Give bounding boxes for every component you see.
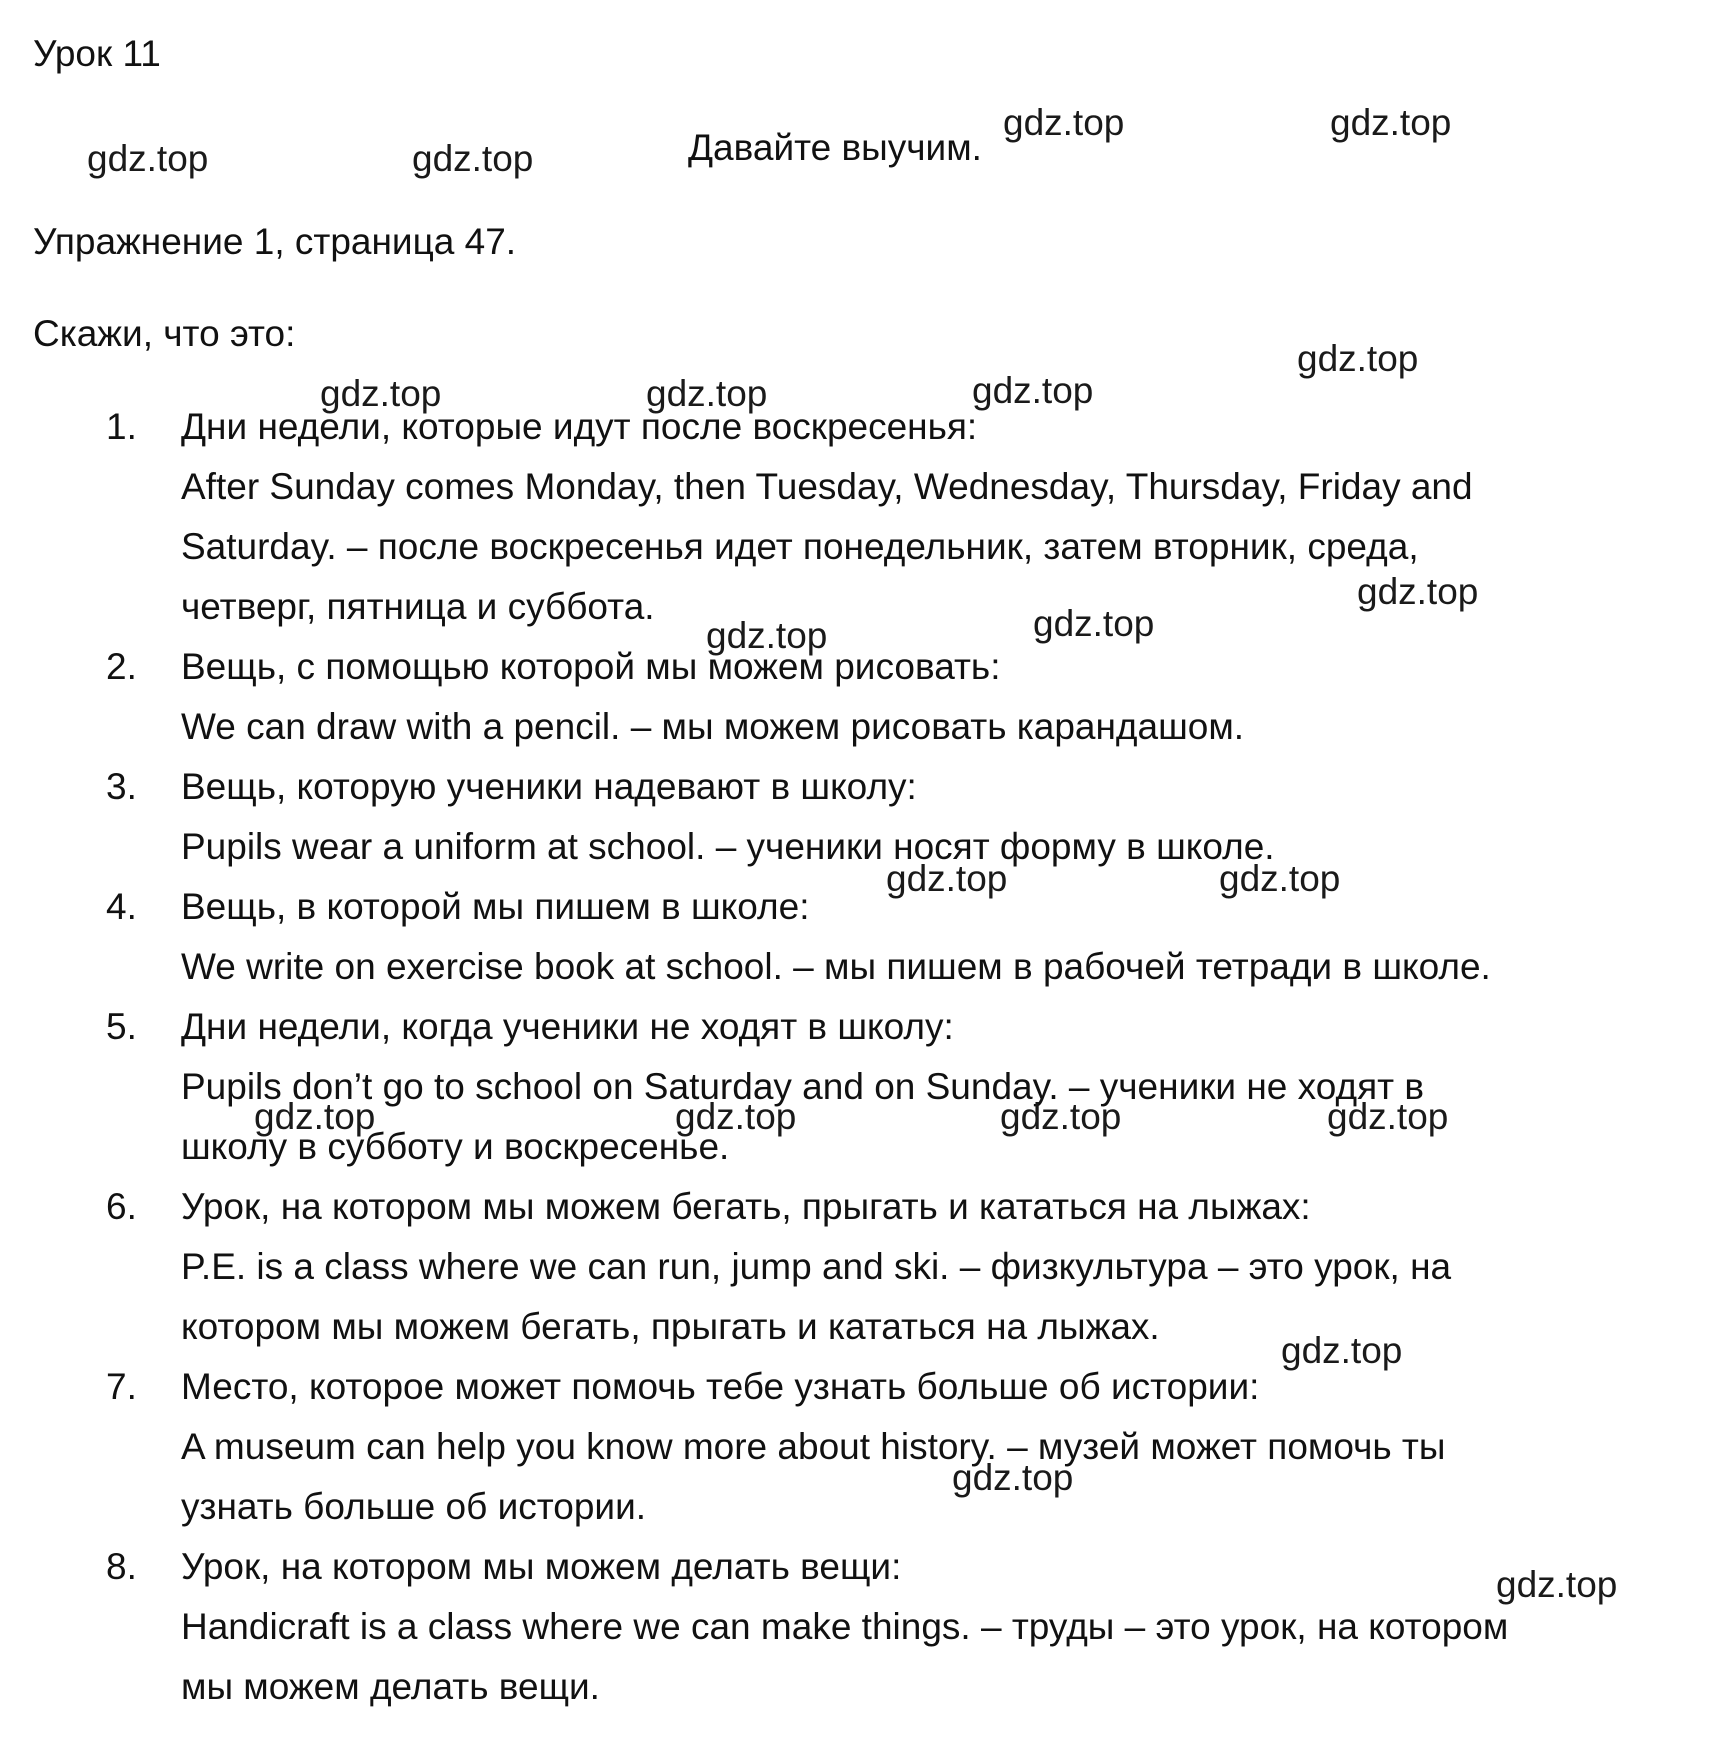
item-1-answer-line-3: четверг, пятница и суббота. bbox=[181, 586, 655, 627]
watermark: gdz.top bbox=[412, 138, 534, 179]
watermark: gdz.top bbox=[1033, 603, 1155, 644]
watermark: gdz.top bbox=[1297, 338, 1419, 379]
watermark: gdz.top bbox=[1357, 571, 1479, 612]
watermark: gdz.top bbox=[87, 138, 209, 179]
item-4-question: Вещь, в которой мы пишем в школе: bbox=[181, 886, 810, 927]
item-5-question: Дни недели, когда ученики не ходят в школу: bbox=[181, 1006, 954, 1047]
item-7-number: 7. bbox=[106, 1366, 137, 1407]
item-8-answer-line-1: Handicraft is a class where we can make things. – труды – это урок, на котором bbox=[181, 1606, 1509, 1647]
watermark: gdz.top bbox=[1000, 1096, 1122, 1137]
item-6-number: 6. bbox=[106, 1186, 137, 1227]
item-1-answer-line-2: Saturday. – после воскресенья идет понедельник, затем вторник, среда, bbox=[181, 526, 1419, 567]
item-2-number: 2. bbox=[106, 646, 137, 687]
item-8-number: 8. bbox=[106, 1546, 137, 1587]
item-5-number: 5. bbox=[106, 1006, 137, 1047]
item-1-number: 1. bbox=[106, 406, 137, 447]
item-3-number: 3. bbox=[106, 766, 137, 807]
item-3-answer-line-1: Pupils wear a uniform at school. – ученики носят форму в школе. bbox=[181, 826, 1275, 867]
item-5-answer-line-2: школу в субботу и воскресенье. bbox=[181, 1126, 730, 1167]
watermark: gdz.top bbox=[972, 370, 1094, 411]
item-4-number: 4. bbox=[106, 886, 137, 927]
watermark: gdz.top bbox=[886, 858, 1008, 899]
item-2-question: Вещь, с помощью которой мы можем рисовать: bbox=[181, 646, 1001, 687]
item-6-question: Урок, на котором мы можем бегать, прыгать и кататься на лыжах: bbox=[181, 1186, 1311, 1227]
item-1-question: Дни недели, которые идут после воскресенья: bbox=[181, 406, 978, 447]
item-7-answer-line-1: A museum can help you know more about history. – музей может помочь ты bbox=[181, 1426, 1446, 1467]
item-1-answer-line-1: After Sunday comes Monday, then Tuesday, Wednesday, Thursday, Friday and bbox=[181, 466, 1473, 507]
item-6-answer-line-1: P.E. is a class where we can run, jump and ski. – физкультура – это урок, на bbox=[181, 1246, 1452, 1287]
item-4-answer-line-1: We write on exercise book at school. – мы пишем в рабочей тетради в школе. bbox=[181, 946, 1491, 987]
watermark: gdz.top bbox=[1219, 858, 1341, 899]
watermark: gdz.top bbox=[1327, 1096, 1449, 1137]
item-7-question: Место, которое может помочь тебе узнать больше об истории: bbox=[181, 1366, 1260, 1407]
intro-text: Скажи, что это: bbox=[33, 313, 296, 354]
item-7-answer-line-2: узнать больше об истории. bbox=[181, 1486, 647, 1527]
watermark: gdz.top bbox=[1330, 102, 1452, 143]
item-8-question: Урок, на котором мы можем делать вещи: bbox=[181, 1546, 902, 1587]
watermark: gdz.top bbox=[675, 1096, 797, 1137]
item-6-answer-line-2: котором мы можем бегать, прыгать и кататься на лыжах. bbox=[181, 1306, 1160, 1347]
item-2-answer-line-1: We can draw with a pencil. – мы можем рисовать карандашом. bbox=[181, 706, 1245, 747]
item-5-answer-line-1: Pupils don’t go to school on Saturday and on Sunday. – ученики не ходят в bbox=[181, 1066, 1425, 1107]
item-3-question: Вещь, которую ученики надевают в школу: bbox=[181, 766, 917, 807]
item-8-answer-line-2: мы можем делать вещи. bbox=[181, 1666, 600, 1707]
subtitle: Давайте выучим. bbox=[688, 127, 982, 168]
watermark: gdz.top bbox=[706, 615, 828, 656]
watermark: gdz.top bbox=[646, 373, 768, 414]
watermark: gdz.top bbox=[1281, 1330, 1403, 1371]
watermark: gdz.top bbox=[1003, 102, 1125, 143]
exercise-title: Упражнение 1, страница 47. bbox=[33, 221, 517, 262]
lesson-title: Урок 11 bbox=[33, 33, 161, 74]
watermark: gdz.top bbox=[952, 1457, 1074, 1498]
watermark: gdz.top bbox=[254, 1096, 376, 1137]
watermark: gdz.top bbox=[320, 373, 442, 414]
watermark: gdz.top bbox=[1496, 1564, 1618, 1605]
